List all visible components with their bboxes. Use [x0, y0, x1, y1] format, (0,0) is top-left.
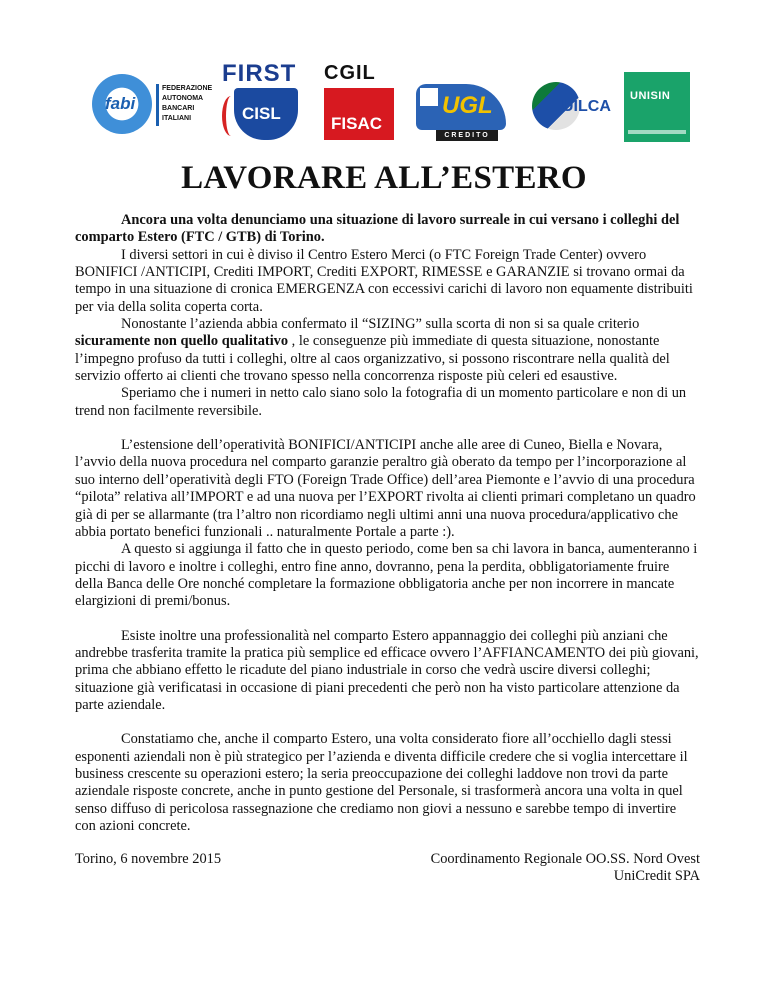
ugl-credito-logo	[416, 84, 516, 146]
uilca-wordmark: UILCA	[562, 98, 611, 115]
fabi-logo	[92, 72, 212, 142]
first-wordmark: FIRST	[222, 60, 297, 87]
signature-line-1: Coordinamento Regionale OO.SS. Nord Ovest	[430, 851, 700, 867]
paragraph-affiancamento: Esiste inoltre una professionalità nel comparto Estero appannaggio dei colleghi più anziani che andrebbe trasferita tramite la pratica più semplice ed efficace ovvero l’AFFIANCAMENTO dei più giovani, prima che abbiano effetto le ricadute del piano industriale in corso che vedrà uscire diversi colleghi; situazione già verificatasi in occasione di piani precedenti che però non ha visto particolare attenzione da parte aziendale.	[75, 627, 699, 713]
fabi-divider	[156, 84, 159, 126]
unisin-tagline-bar	[628, 130, 686, 134]
fabi-emblem	[92, 74, 152, 134]
paragraph-sizing	[75, 316, 700, 385]
cisl-badge	[234, 88, 298, 140]
fabi-line-3: BANCARI	[162, 105, 195, 112]
cgil-fisac-logo	[322, 62, 396, 146]
paragraph-estensione: L’estensione dell’operatività BONIFICI/ANTICIPI anche alle aree di Cuneo, Biella e Novara, l’avvio della nuova procedura nel comparto garanzie peraltro già oberato da tempo per l’incorporazione al suo interno dell’operatività degli FTO (Foreign Trade Office) dell’area Piemonte e l’avvio di una procedura “pilota” relativa all’IMPORT e ad una nuova per l’EXPORT rivolta ai clienti primari completano un quadro già di per se allarmante (tra l’altro non ricordiamo negli ultimi anni una nuova procedura/applicativo che abbia portato benefici funzionali .. naturalmente Portale a parte :).	[75, 437, 696, 540]
unisin-wordmark: UNISIN	[630, 90, 671, 102]
union-logos-strip	[0, 62, 768, 152]
sizing-text-a: Nonostante l’azienda abbia confermato il “SIZING” sulla scorta di non si sa quale criterio	[121, 316, 640, 333]
ugl-flag-icon	[420, 88, 438, 106]
sizing-text-bold: sicuramente non quello qualitativo	[75, 333, 289, 350]
paragraph-constatiamo: Constatiamo che, anche il comparto Estero, una volta considerato fiore all’occhiello dagli stessi esponenti aziendali non è più strategico per l’azienda e diventa difficile credere che si voglia intercettare il business crescente su operazioni estero; la seria preoccupazione dei colleghi laddove non trovi da parte aziendale risposte concrete, anche in punto gestione del Personale, si trasformerà ancora una volta in quel senso diffuso di pericolosa rassegnazione che crediamo non giovi a nessuno e sarebbe tempo di invertire con azioni concrete.	[75, 731, 688, 834]
paragraph-numeri: Speriamo che i numeri in netto calo siano solo la fotografia di un momento particolare e non di un trend non facilmente reversibile.	[75, 385, 687, 419]
unisin-logo	[624, 72, 690, 142]
ugl-credito-label: CREDITO	[436, 130, 498, 141]
fabi-line-2: AUTONOMA	[162, 95, 204, 102]
fabi-line-1: FEDERAZIONE	[162, 85, 213, 92]
fisac-wordmark: FISAC	[331, 114, 382, 133]
uilca-logo	[532, 76, 614, 146]
signature-line-2: UniCredit SPA	[613, 868, 700, 885]
date-place: Torino, 6 novembre 2015	[75, 851, 222, 867]
ugl-badge	[416, 84, 506, 130]
cisl-wordmark: CISL	[242, 104, 281, 123]
fabi-line-4: ITALIANI	[162, 115, 192, 122]
sizing-text-b: , le conseguenze più immediate di questa situazione, nonostante l’impegno profuso da tutti i colleghi, oltre al caos organizzativo, si possono riscontrare nella qualità del servizio offerto ai clienti che trovano spesso nella concorrenza risposte più celeri ed esaustive.	[75, 333, 670, 385]
document-body	[75, 212, 700, 835]
fabi-text	[162, 84, 212, 124]
cgil-wordmark: CGIL	[324, 62, 376, 84]
paragraph-intro: Ancora una volta denunciamo una situazione di lavoro surreale in cui versano i colleghi del comparto Estero (FTC / GTB) di Torino.	[75, 212, 680, 246]
signature-block	[431, 851, 700, 886]
fisac-badge	[324, 88, 394, 140]
paragraph-picchi: A questo si aggiunga il fatto che in questo periodo, come ben sa chi lavora in banca, aumenteranno i picchi di lavoro e inoltre i colleghi, entro fine anno, dovranno, pena la perdita, obbligatoriamente fruire della Banca delle Ore nonché completare la formazione obbligatoria anche per non incorrere in mancate elargizioni di premi/bonus.	[75, 541, 698, 610]
paragraph-settori: I diversi settori in cui è diviso il Centro Estero Merci (o FTC Foreign Trade Center) ovvero BONIFICI /ANTICIPI, Crediti IMPORT, Crediti EXPORT, RIMESSE e GARANZIE si trovano ormai da tempo in una situazione di cronica EMERGENZA con eccessivi carichi di lavoro non equamente distribuiti per via della solita coperta corta.	[75, 246, 693, 315]
ugl-wordmark: UGL	[442, 92, 493, 119]
first-cisl-logo	[222, 60, 304, 146]
page-title: LAVORARE ALL’ESTERO	[181, 160, 587, 196]
fabi-mark: fabi	[105, 94, 136, 113]
